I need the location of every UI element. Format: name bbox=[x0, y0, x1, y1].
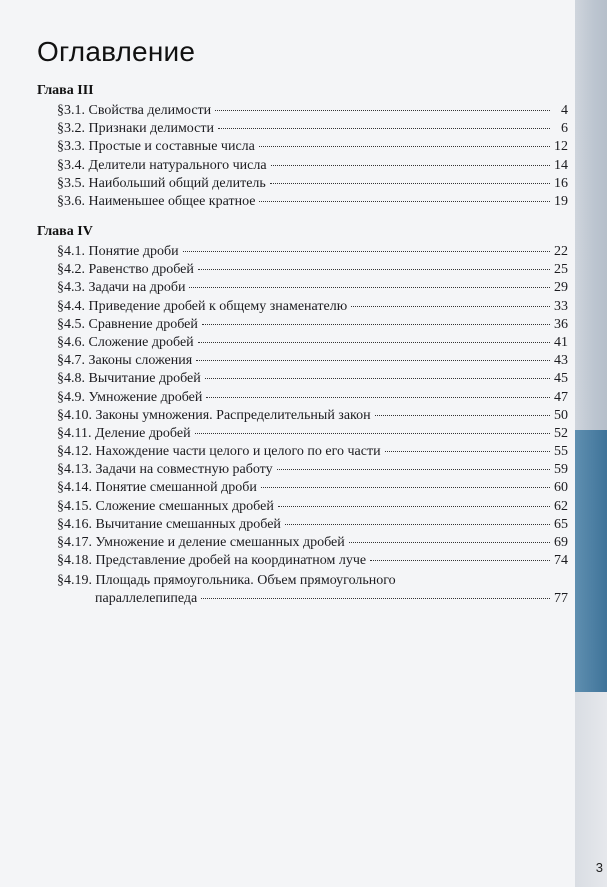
page-title: Оглавление bbox=[37, 36, 196, 67]
toc-entry-page: 22 bbox=[554, 244, 568, 259]
toc-entry[interactable] bbox=[37, 572, 568, 590]
toc-entry-label: §4.3. Задачи на дроби bbox=[57, 280, 186, 296]
toc-entry[interactable] bbox=[37, 389, 568, 407]
toc-entry[interactable] bbox=[37, 370, 568, 388]
toc-entry-label: §4.4. Приведение дробей к общему знаменателю bbox=[57, 298, 348, 314]
toc-entry-label: §3.1. Свойства делимости bbox=[57, 103, 212, 118]
toc-entry[interactable] bbox=[37, 279, 568, 297]
toc-entry-label: §3.4. Делители натурального числа bbox=[57, 157, 267, 173]
toc-entry-page: 55 bbox=[554, 444, 568, 460]
toc-entry-label: §4.19. Площадь прямоугольника. Объем прямоугольного bbox=[57, 573, 396, 588]
chapter-heading-4: Глава IV bbox=[37, 224, 93, 239]
toc-entry-page: 59 bbox=[554, 462, 568, 478]
toc-entry-page: 62 bbox=[554, 498, 568, 514]
toc-entry-page: 77 bbox=[554, 591, 568, 607]
toc-entry[interactable] bbox=[37, 407, 568, 425]
leader-dots bbox=[183, 251, 550, 252]
toc-entry[interactable] bbox=[37, 479, 568, 497]
toc-entry-label: §3.2. Признаки делимости bbox=[57, 121, 214, 137]
leader-dots bbox=[215, 110, 550, 111]
toc-entry[interactable] bbox=[37, 157, 568, 175]
toc-chapter-3 bbox=[37, 102, 568, 211]
toc-entry-label: §4.10. Законы умножения. Распределительный закон bbox=[57, 407, 371, 423]
toc-entry[interactable] bbox=[37, 138, 568, 156]
toc-entry[interactable] bbox=[37, 498, 568, 516]
page-number: 3 bbox=[595, 860, 603, 875]
leader-dots bbox=[349, 542, 550, 543]
leader-dots bbox=[202, 324, 550, 325]
leader-dots bbox=[201, 598, 550, 599]
toc-entry-label: §4.2. Равенство дробей bbox=[57, 262, 194, 278]
toc-entry-page: 45 bbox=[554, 371, 568, 387]
toc-entry-label: §4.15. Сложение смешанных дробей bbox=[57, 498, 274, 514]
toc-entry-label: параллелепипеда bbox=[95, 591, 198, 607]
toc-entry-label: §4.16. Вычитание смешанных дробей bbox=[57, 516, 281, 532]
toc-entry[interactable] bbox=[37, 316, 568, 334]
leader-dots bbox=[385, 451, 550, 452]
toc-entry-label: §4.14. Понятие смешанной дроби bbox=[57, 480, 257, 496]
toc-chapter-4 bbox=[37, 243, 568, 570]
leader-dots bbox=[270, 183, 550, 184]
toc-entry-page: 74 bbox=[554, 553, 568, 569]
toc-entry-page: 65 bbox=[554, 516, 568, 532]
toc-entry[interactable] bbox=[37, 243, 568, 261]
leader-dots bbox=[375, 415, 550, 416]
toc-entry-page: 6 bbox=[561, 121, 568, 137]
toc-entry[interactable] bbox=[37, 352, 568, 370]
chapter-heading-3: Глава III bbox=[37, 83, 94, 98]
toc-entry-label: §4.13. Задачи на совместную работу bbox=[57, 462, 273, 478]
leader-dots bbox=[189, 287, 550, 288]
toc-entry-label: §4.11. Деление дробей bbox=[57, 425, 191, 441]
toc-entry-page: 41 bbox=[554, 334, 568, 350]
leader-dots bbox=[196, 360, 550, 361]
toc-entry-label: §4.8. Вычитание дробей bbox=[57, 371, 201, 387]
toc-entry-page: 69 bbox=[554, 535, 568, 550]
toc-entry[interactable] bbox=[37, 425, 568, 443]
leader-dots bbox=[198, 269, 550, 270]
toc-entry-label: §4.7. Законы сложения bbox=[57, 353, 193, 369]
leader-dots bbox=[198, 342, 550, 343]
leader-dots bbox=[271, 165, 550, 166]
toc-entry[interactable] bbox=[37, 102, 568, 120]
toc-entry[interactable] bbox=[37, 443, 568, 461]
toc-entry[interactable] bbox=[37, 334, 568, 352]
leader-dots bbox=[206, 397, 550, 398]
toc-entry[interactable] bbox=[37, 120, 568, 138]
toc-entry-page: 29 bbox=[554, 280, 568, 296]
toc-entry-label: §3.3. Простые и составные числа bbox=[57, 139, 255, 155]
leader-dots bbox=[278, 506, 550, 507]
leader-dots bbox=[285, 524, 550, 525]
toc-entry[interactable] bbox=[37, 298, 568, 316]
toc-entry-label: §4.6. Сложение дробей bbox=[57, 334, 194, 350]
toc-entry-label: §4.17. Умножение и деление смешанных дробей bbox=[57, 535, 345, 550]
toc-entry[interactable] bbox=[37, 552, 568, 570]
toc-last-entry bbox=[37, 572, 568, 608]
leader-dots bbox=[259, 146, 550, 147]
toc-entry-page: 36 bbox=[554, 316, 568, 332]
toc-entry-page: 25 bbox=[554, 262, 568, 278]
leader-dots bbox=[195, 433, 550, 434]
leader-dots bbox=[205, 378, 550, 379]
toc-entry-page: 43 bbox=[554, 353, 568, 369]
toc-entry-label: §4.18. Представление дробей на координатном луче bbox=[57, 553, 367, 569]
toc-entry-page: 47 bbox=[554, 389, 568, 405]
toc-entry[interactable] bbox=[37, 516, 568, 534]
toc-entry-page: 52 bbox=[554, 425, 568, 441]
toc-entry-label: §4.12. Нахождение части целого и целого по его части bbox=[57, 444, 381, 460]
page-edge-tab bbox=[575, 430, 607, 692]
leader-dots bbox=[277, 469, 550, 470]
toc-entry-continuation[interactable] bbox=[37, 590, 568, 608]
toc-entry-label: §4.9. Умножение дробей bbox=[57, 389, 203, 405]
toc-entry-label: §4.1. Понятие дроби bbox=[57, 244, 179, 259]
toc-entry-page: 19 bbox=[554, 193, 568, 209]
toc-entry-page: 4 bbox=[561, 103, 568, 118]
toc-entry-label: §3.6. Наименьшее общее кратное bbox=[57, 193, 256, 209]
toc-entry-label: §4.5. Сравнение дробей bbox=[57, 316, 198, 332]
leader-dots bbox=[370, 560, 550, 561]
leader-dots bbox=[351, 306, 550, 307]
toc-entry-page: 33 bbox=[554, 298, 568, 314]
toc-entry-page: 12 bbox=[554, 139, 568, 155]
toc-entry-label: §3.5. Наибольший общий делитель bbox=[57, 175, 266, 191]
toc-entry[interactable] bbox=[37, 461, 568, 479]
leader-dots bbox=[218, 128, 550, 129]
toc-entry-page: 50 bbox=[554, 407, 568, 423]
page-edge-bottom bbox=[575, 692, 607, 887]
toc-entry[interactable] bbox=[37, 261, 568, 279]
toc-entry-page: 14 bbox=[554, 157, 568, 173]
toc-entry[interactable] bbox=[37, 175, 568, 193]
leader-dots bbox=[259, 201, 550, 202]
toc-entry[interactable] bbox=[37, 534, 568, 552]
toc-entry[interactable] bbox=[37, 193, 568, 211]
toc-entry-page: 16 bbox=[554, 175, 568, 191]
toc-entry-page: 60 bbox=[554, 480, 568, 496]
leader-dots bbox=[261, 487, 550, 488]
